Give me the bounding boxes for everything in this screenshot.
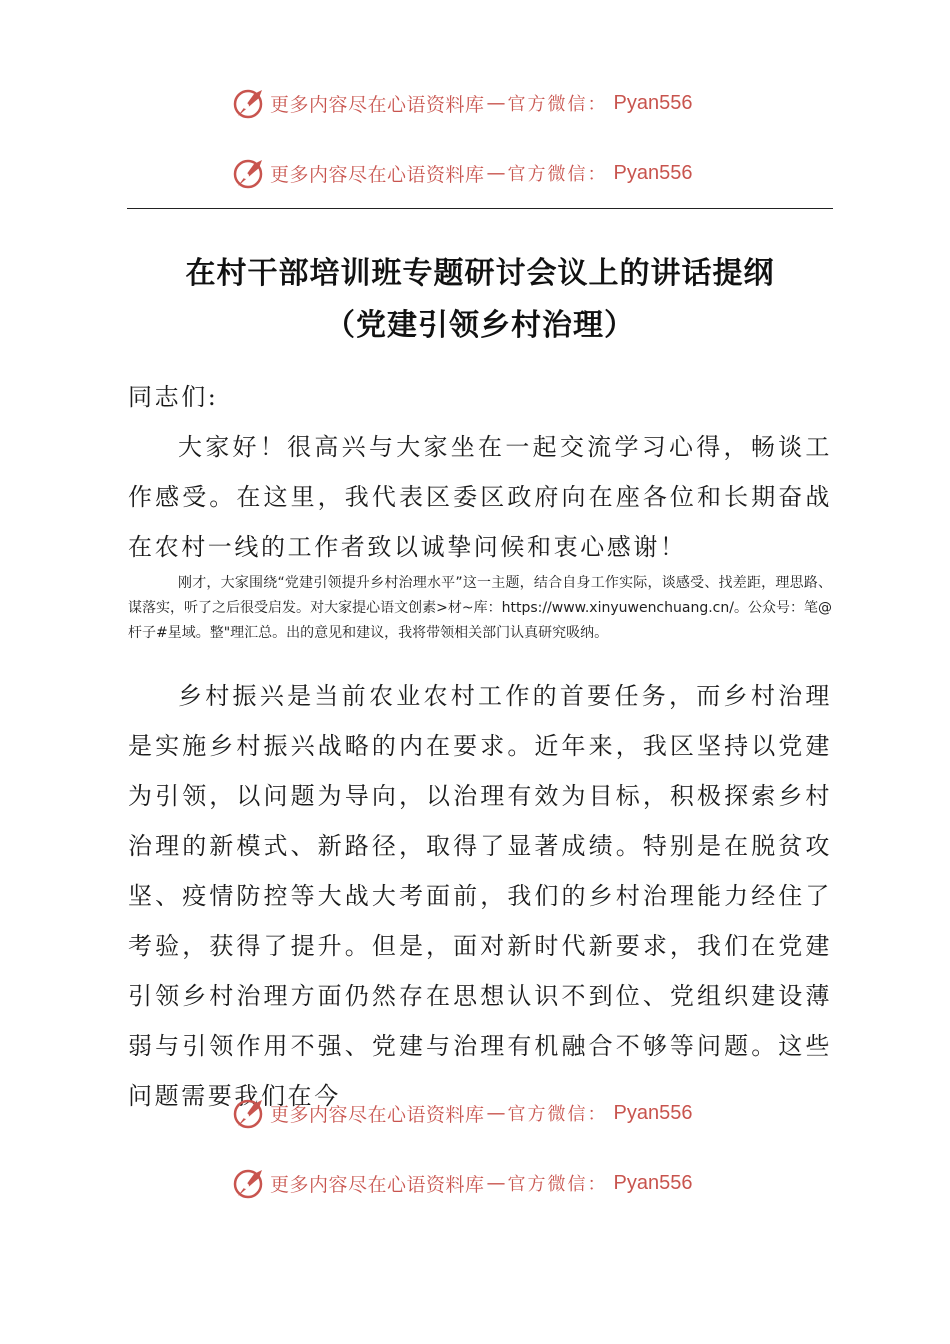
watermark-text: 更多内容尽在心语资料库 — [270, 163, 485, 186]
watermark-dash: — — [486, 162, 506, 184]
watermark-banner-bottom-2 — [232, 1163, 692, 1203]
watermark-wechat-id: Pyan556 — [613, 1171, 693, 1194]
watermark-banner-top-2 — [232, 153, 692, 193]
pen-nib-logo-icon — [232, 86, 266, 120]
document-title-line-1: 在村干部培训班专题研讨会议上的讲话提纲 — [185, 256, 775, 291]
paragraph-small-note: 刚才，大家围绕“党建引领提升乡村治理水平”这一主题，结合自身工作实际，谈感受、找差距，理思路、谋落实，听了之后很受启发。对大家提心语文创素>材~库：https://www.xinyuwenchuang.cn/。公众号：笔@杆子#星域。整"理汇总。出的意见和建议，我将带领相关部门认真研究吸纳。 — [128, 575, 832, 641]
watermark-banner-top-1 — [232, 83, 692, 123]
watermark-dash: — — [486, 92, 506, 114]
watermark-wechat-id: Pyan556 — [613, 91, 693, 114]
watermark-text: 更多内容尽在心语资料库 — [270, 93, 485, 116]
watermark-wechat-id: Pyan556 — [613, 1101, 693, 1124]
watermark-wechat-label: 官方微信： — [507, 1104, 608, 1125]
pen-nib-logo-icon — [232, 1166, 266, 1200]
document-title-line-2: （党建引领乡村治理） — [325, 308, 635, 343]
header-divider — [127, 208, 833, 209]
watermark-wechat-label: 官方微信： — [507, 164, 608, 185]
paragraph-greeting: 大家好！很高兴与大家坐在一起交流学习心得，畅谈工作感受。在这里，我代表区委区政府向在座各位和长期奋战在农村一线的工作者致以诚挚问候和衷心感谢！ — [128, 433, 832, 561]
salutation: 同志们: — [128, 383, 219, 411]
watermark-wechat-label: 官方微信： — [507, 1174, 608, 1195]
paragraph-main: 乡村振兴是当前农业农村工作的首要任务，而乡村治理是实施乡村振兴战略的内在要求。近年来，我区坚持以党建为引领，以问题为导向，以治理有效为目标，积极探索乡村治理的新模式、新路径，取得了显著成绩。特别是在脱贫攻坚、疫情防控等大战大考面前，我们的乡村治理能力经住了考验，获得了提升。但是，面对新时代新要求，我们在党建引领乡村治理方面仍然存在思想认识不到位、党组织建设薄弱与引领作用不强、党建与治理有机融合不够等问题。这些问题需要我们在今 — [128, 682, 832, 1110]
pen-nib-logo-icon — [232, 156, 266, 190]
watermark-text: 更多内容尽在心语资料库 — [270, 1173, 485, 1196]
watermark-text: 更多内容尽在心语资料库 — [270, 1103, 485, 1126]
watermark-wechat-id: Pyan556 — [613, 161, 693, 184]
watermark-dash: — — [486, 1102, 506, 1124]
watermark-wechat-label: 官方微信： — [507, 94, 608, 115]
watermark-dash: — — [486, 1172, 506, 1194]
pen-nib-logo-icon — [232, 1096, 266, 1130]
watermark-banner-bottom-1 — [232, 1093, 692, 1133]
